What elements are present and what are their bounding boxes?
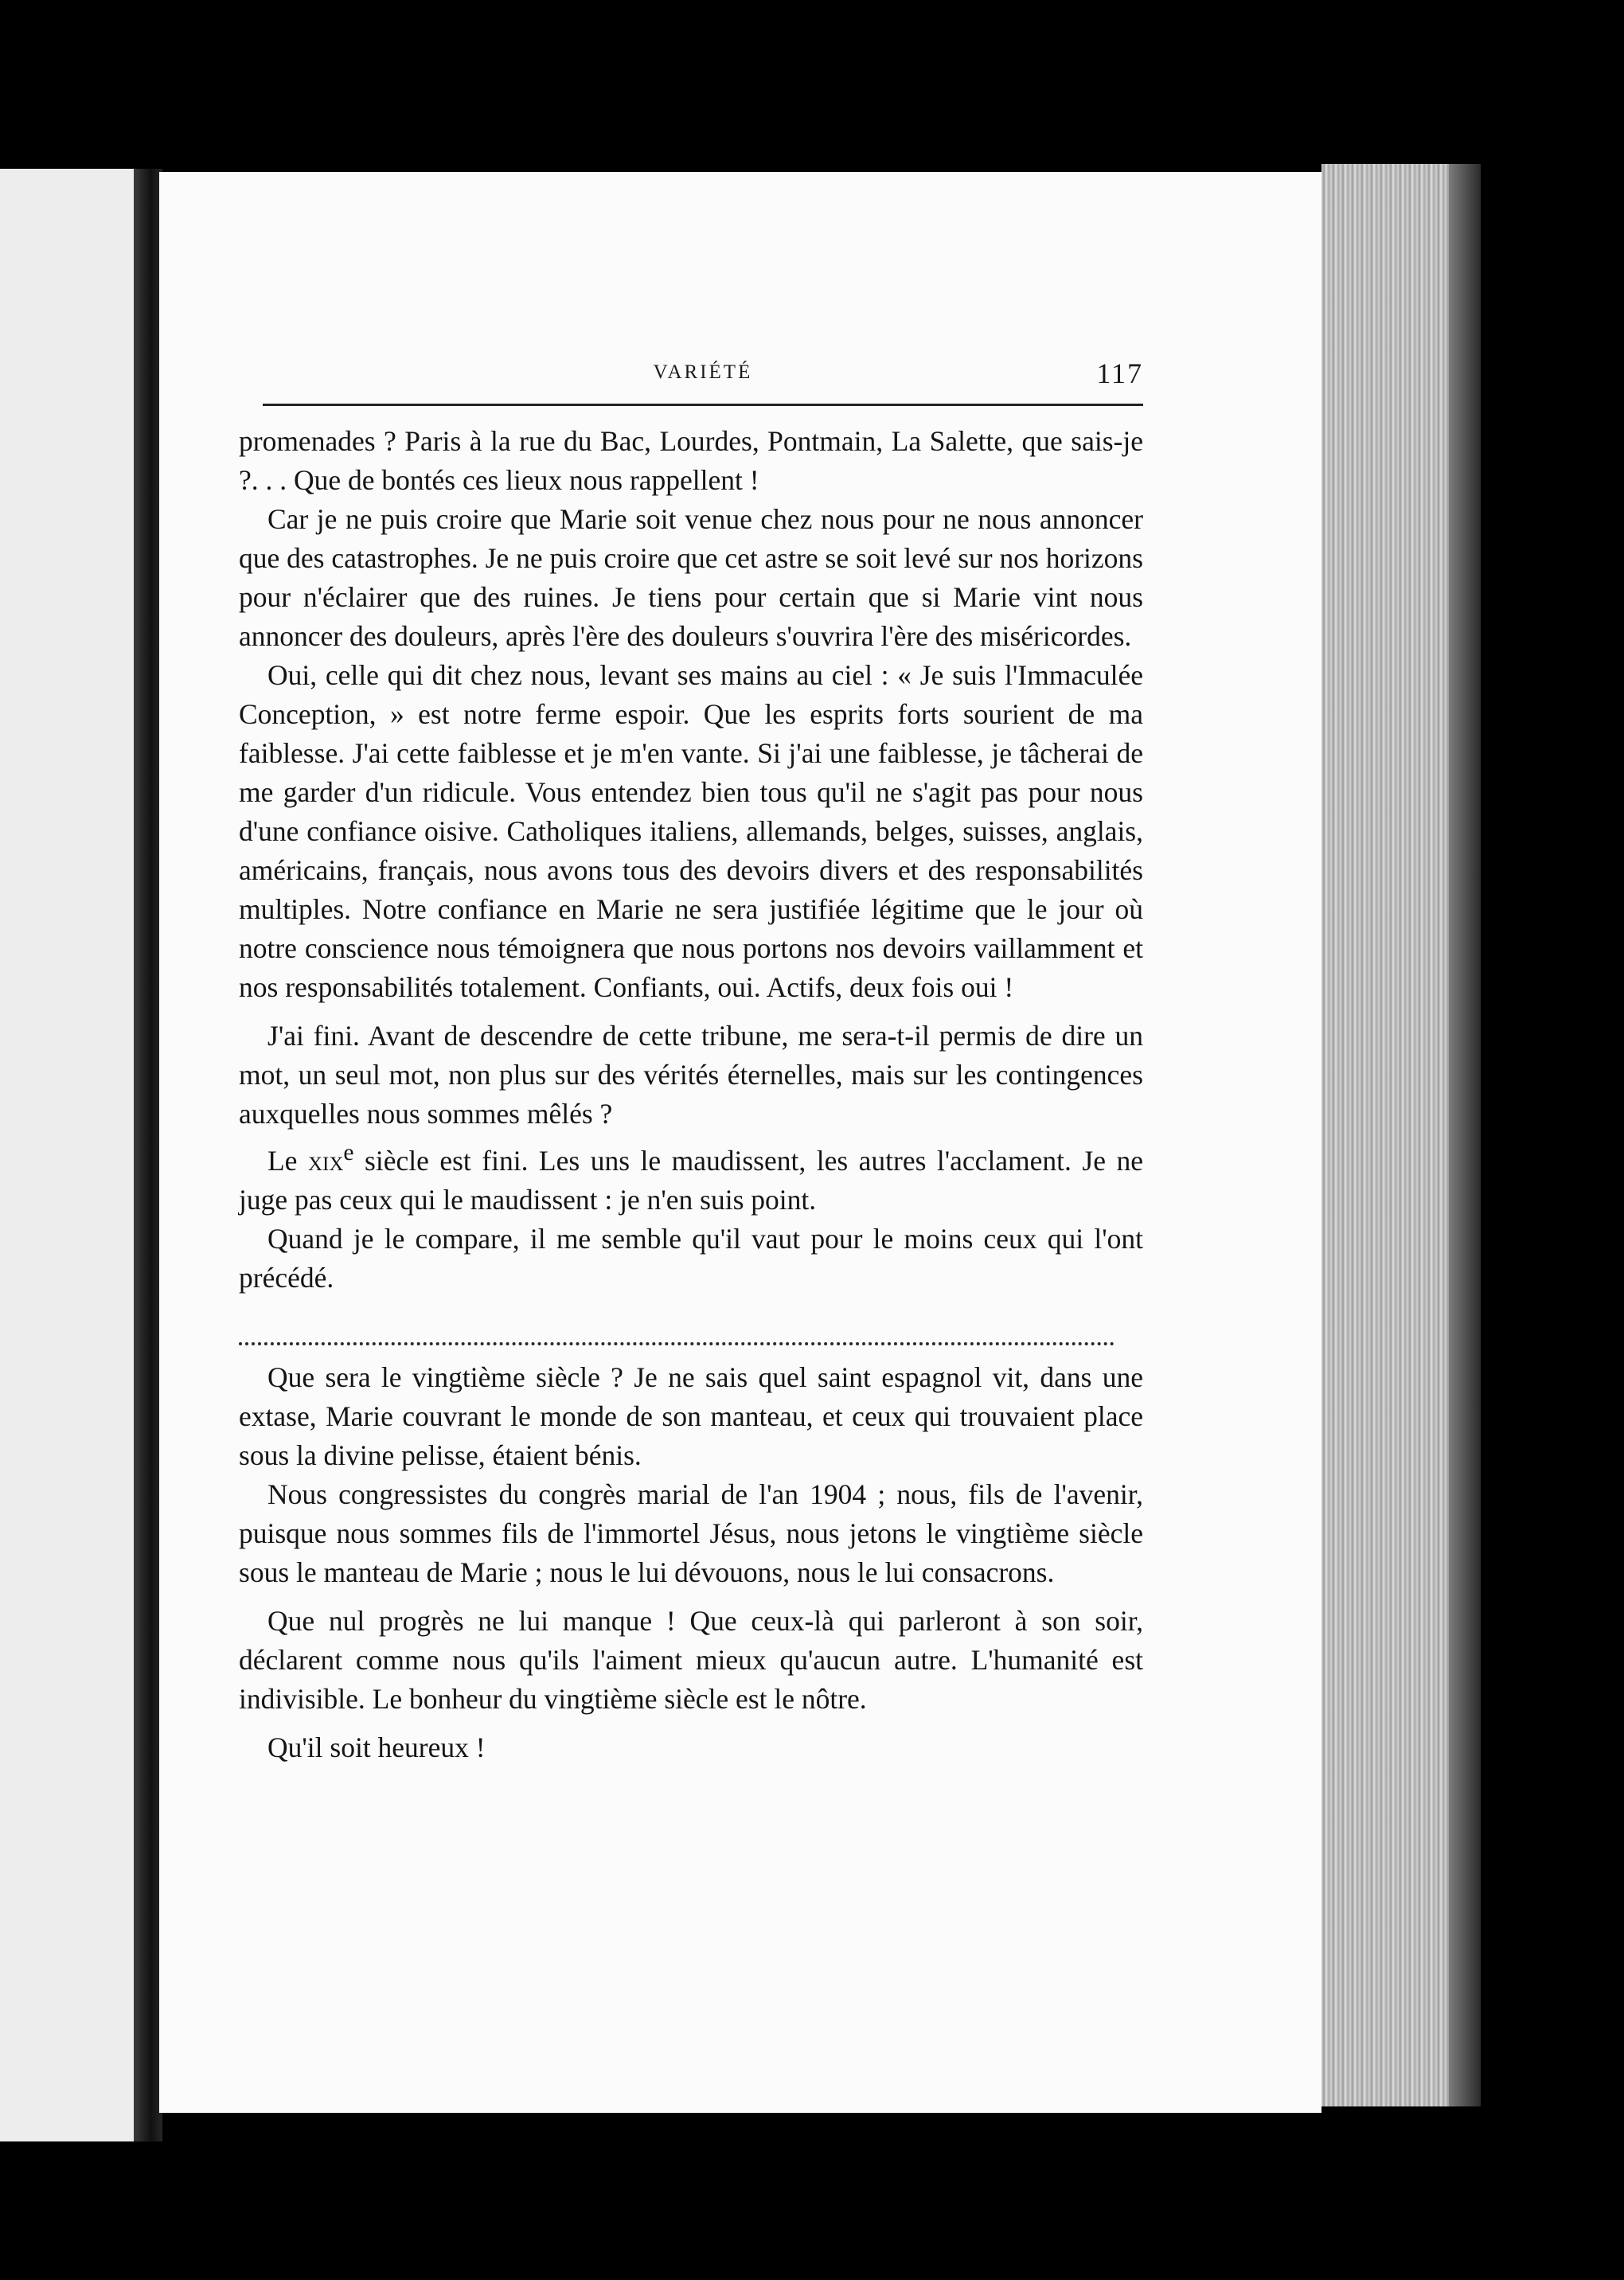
page-block-edge (1321, 164, 1481, 2106)
book-gutter (134, 169, 162, 2141)
paragraph-8: Nous congressistes du congrès marial de l'an 1904 ; nous, fils de l'avenir, puisque nous sommes fils de l'immortel Jésus, nous jetons le vingtième siècle sous le manteau de Marie ; nous le lui dévouons, nous le lui consacrons. (239, 1478, 1143, 1588)
closing-line: Qu'il soit heureux ! (267, 1731, 486, 1763)
paragraph-7: Que sera le vingtième siècle ? Je ne sais quel saint espagnol vit, dans une extase, Marie couvrant le monde de son manteau, et ceux qui trouvaient place sous la divine pelisse, étaient bénis. (239, 1361, 1143, 1471)
century-numeral: xix (307, 1144, 344, 1177)
paragraph-9: Que nul progrès ne lui manque ! Que ceux-là qui parleront à son soir, déclarent comme nous qu'ils l'aiment mieux qu'aucun autre. L'humanité est indivisible. Le bonheur du vingtième siècle est le nôtre. (239, 1604, 1143, 1715)
paragraph-6: Quand je le compare, il me semble qu'il vaut pour le moins ceux qui l'ont précédé. (239, 1222, 1143, 1294)
running-head (263, 357, 1143, 404)
header-rule (263, 404, 1143, 406)
paragraph-3: Oui, celle qui dit chez nous, levant ses mains au ciel : « Je suis l'Immaculée Conception, » est notre ferme espoir. Que les esprits forts sourient de ma faiblesse. J'ai cette faiblesse et je m'en vante. Si j'ai une faiblesse, je tâcherai de me garder d'un ridicule. Vous entendez bien tous qu'il ne s'agit pas pour nous d'une confiance oisive. Catholiques italiens, allemands, belges, suisses, anglais, américains, français, nous avons tous des devoirs divers et des responsabilités multiples. Notre confiance en Marie ne sera justifiée légitime que le jour où notre conscience nous témoignera que nous portons nos devoirs vaillamment et nos responsabilités totalement. Confiants, oui. Actifs, deux fois oui ! (239, 659, 1143, 1003)
paragraph-4: J'ai fini. Avant de descendre de cette tribune, me sera-t-il permis de dire un mot, un seul mot, non plus sur des vérités éternelles, mais sur les contingences auxquelles nous sommes mêlés ? (239, 1020, 1143, 1130)
paragraph-5-start: Le (267, 1144, 308, 1177)
paragraph-5-end: siècle est fini. Les uns le maudissent, les autres l'acclament. Je ne juge pas ceux qui le maudissent : je n'en suis point. (239, 1144, 1143, 1216)
paragraph-2: Car je ne puis croire que Marie soit venue chez nous pour ne nous annoncer que des catastrophes. Je ne puis croire que cet astre se soit levé sur nos horizons pour n'éclairer que des ruines. Je tiens pour certain que si Marie vint nous annoncer des douleurs, après l'ère des douleurs s'ouvrira l'ère des miséricordes. (239, 503, 1143, 652)
paragraph-5 (239, 1134, 1143, 1220)
body-text (239, 422, 1143, 1767)
dotted-separator (239, 1310, 1115, 1345)
paragraph-1: promenades ? Paris à la rue du Bac, Lourdes, Pontmain, La Salette, que sais-je ?. . . Que de bontés ces lieux nous rappellent ! (239, 425, 1143, 496)
page-number: 117 (1096, 357, 1143, 389)
century-superscript: e (343, 1140, 354, 1165)
running-title: VARIÉTÉ (653, 361, 753, 383)
facing-page-edge (0, 169, 134, 2141)
